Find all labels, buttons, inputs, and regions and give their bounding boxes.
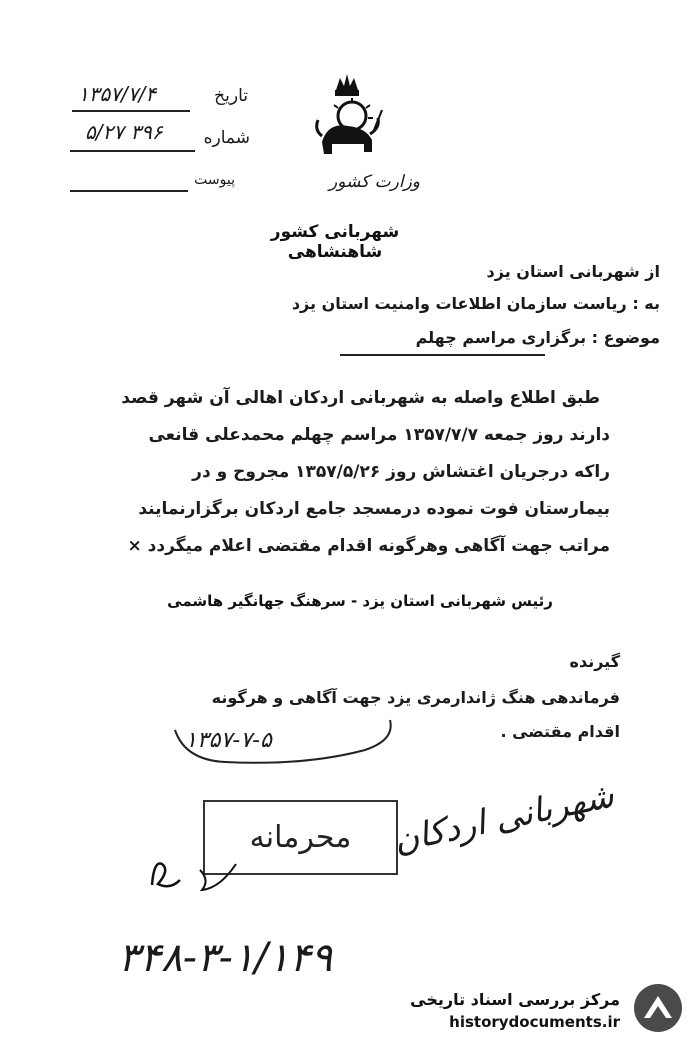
number-label: شماره [203, 128, 250, 148]
body-line-5: مراتب جهت آگاهی وهرگونه اقدام مقتضی اعلام میگردد × [127, 536, 610, 556]
footer-url[interactable]: historydocuments.ir [449, 1013, 620, 1031]
date-label: تاریخ [214, 86, 248, 106]
attachment-label: پیوست [194, 172, 235, 188]
date-underline [72, 110, 190, 112]
recipients-line-2: اقدام مقتضی . [500, 722, 620, 741]
emblem-subtitle: شهربانی کشور شاهنشاهی [270, 222, 400, 262]
attachment-underline [70, 190, 188, 192]
archive-number: ۳۴۸-۳-۱/۱۴۹ [118, 935, 333, 981]
confidential-stamp-text: محرمانه [249, 820, 352, 855]
number-underline [70, 150, 195, 152]
handwritten-signature [140, 850, 250, 900]
footer-title: مرکز بررسی اسناد تاریخی [410, 990, 620, 1009]
archive-logo-icon [632, 982, 684, 1034]
to-line: به : ریاست سازمان اطلاعات وامنیت استان یزد [291, 294, 660, 313]
body-line-4: بیمارستان فوت نموده درمسجد جامع اردکان برگزارنمایند [138, 499, 610, 519]
date-value: ۱۳۵۷/۷/۴ [78, 82, 156, 106]
recipients-label: گیرنده [569, 652, 620, 671]
emblem-ministry-text: وزارت کشور [328, 172, 420, 192]
from-line: از شهربانی استان یزد [486, 262, 660, 281]
handwritten-date: ۱۳۵۷-۷-۵ [185, 728, 272, 753]
number-value: ۳۹۶ ۵/۲۷ [85, 120, 163, 144]
lion-sun-emblem-icon [308, 70, 386, 162]
subject-underline [340, 354, 545, 356]
body-line-3: راکه درجریان اغتشاش روز ۱۳۵۷/۵/۲۶ مجروح و در [192, 462, 610, 482]
body-line-2: دارند روز جمعه ۱۳۵۷/۷/۷ مراسم چهلم محمدعلی قانعی [148, 425, 610, 445]
body-line-1: طبق اطلاع واصله به شهربانی اردکان اهالی آن شهر قصد [121, 388, 600, 408]
signature-line: رئیس شهربانی استان یزد - سرهنگ جهانگیر هاشمی [167, 592, 553, 610]
margin-note: شهربانی اردکان [390, 775, 618, 862]
recipients-line-1: فرماندهی هنگ ژاندارمری یزد جهت آگاهی و هرگونه [211, 688, 620, 707]
subject-line: موضوع : برگزاری مراسم چهلم [415, 328, 660, 347]
